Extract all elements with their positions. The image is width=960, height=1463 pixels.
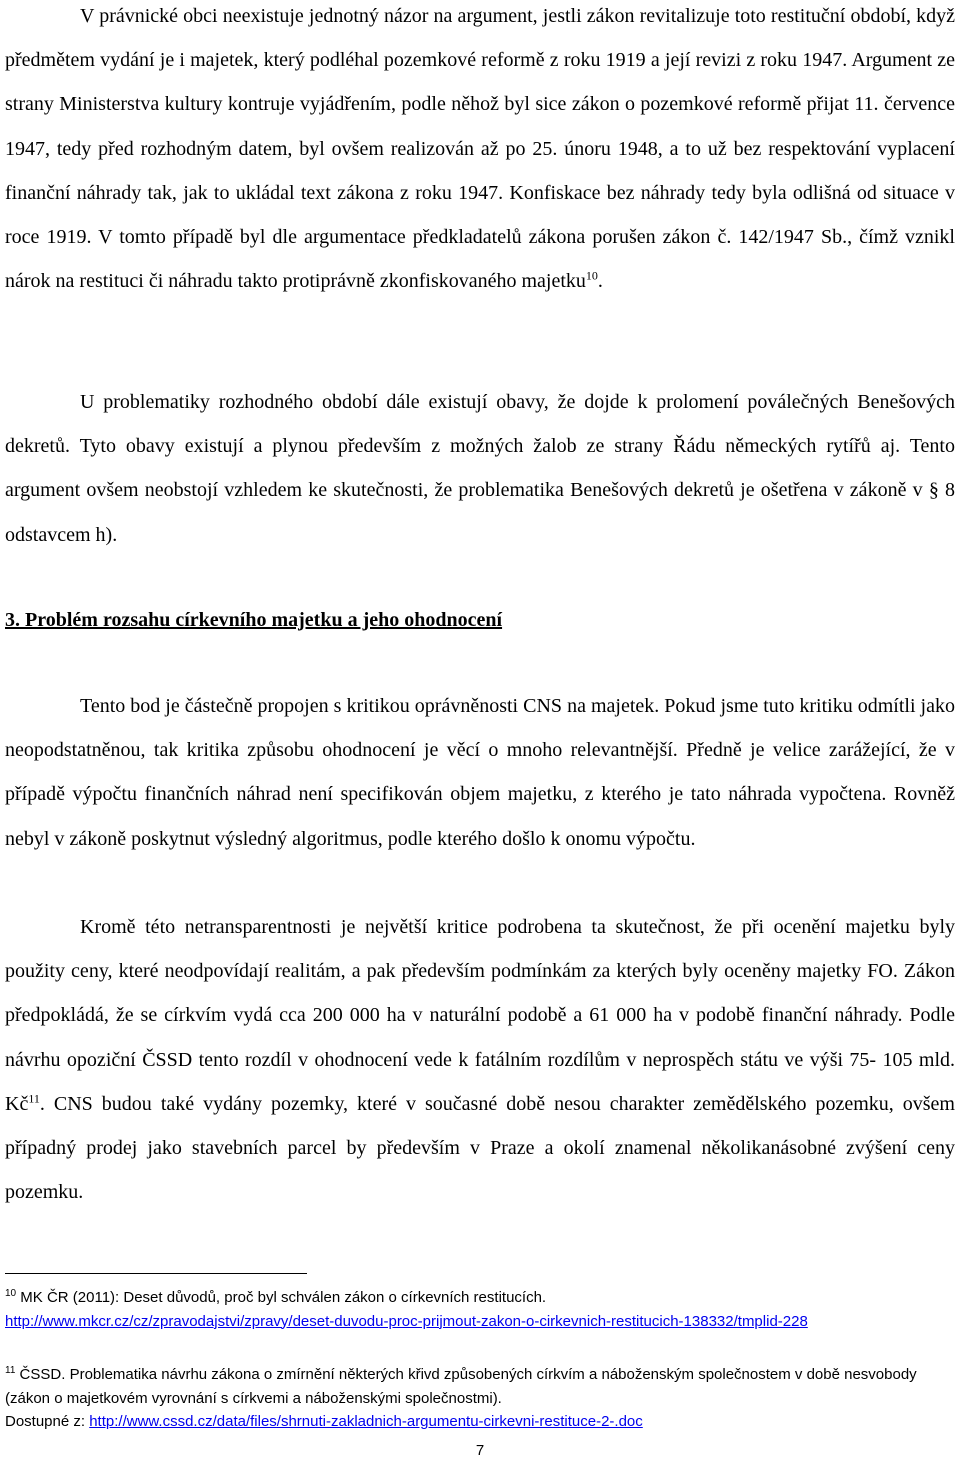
footnote-number: 10 (5, 1288, 17, 1299)
paragraph-text: V právnické obci neexistuje jednotný názor na argument, jestli zákon revitalizuje toto restituční období, když předmětem vydání je i majetek, který podléhal pozemkové reformě z roku 1919 a její revizi z roku 1947. Argument ze strany Ministerstva kultury kontruje vyjádřením, podle něhož byl sice zákon o pozemkové reformě přijat 11. července 1947, tedy před rozhodným datem, byl ovšem realizován až po 25. únoru 1948, a to už bez respektování vyplacení finanční náhrady tak, jak to ukládal text zákona z roku 1947. Konfiskace bez náhrady tedy byla odlišná od situace v roce 1919. V tomto případě byl dle argumentace předkladatelů zákona porušen zákon č. 142/1947 Sb., čímž vznikl nárok na restituci či náhradu takto protiprávně zkonfiskovaného majetku (5, 5, 955, 293)
page-number: 7 (475, 1442, 485, 1459)
section-heading: 3. Problém rozsahu církevního majetku a jeho ohodnocení (5, 609, 503, 631)
footnote-number: 11 (5, 1365, 16, 1376)
paragraph-benes-decrees: U problematiky rozhodného období dále existují obavy, že dojde k prolomení poválečných Benešových dekretů. Tyto obavy existují a plynou především z možných žalob ze strany Řádu německých rytířů aj. Tento argument ovšem neobstojí vzhledem ke skutečnosti, že problematika Benešových dekretů je ošetřena v zákoně v § 8 odstavcem h). (5, 391, 955, 546)
paragraph-pricing-critique (5, 905, 955, 1214)
footnote-10 (5, 1286, 950, 1333)
footnote-text: MK ČR (2011): Deset důvodů, proč byl schválen zákon o církevních restitucích. (16, 1289, 547, 1306)
footnote-11 (5, 1363, 950, 1434)
footnote-text: ČSSD. Problematika návrhu zákona o zmírnění některých křivd způsobených církvím a náboženským společnostem v době nesvobody (zákon o majetkovém vyrovnání s církvemi a náboženskými společnostmi). (5, 1366, 917, 1407)
footnote-link-mkcr[interactable]: http://www.mkcr.cz/cz/zpravodajstvi/zpravy/deset-duvodu-proc-prijmout-zakon-o-cirkevnich-restitucich-138332/tmplid-228 (5, 1312, 808, 1330)
paragraph-text-end: . CNS budou také vydány pozemky, které v současné době nesou charakter zemědělského pozemku, ovšem případný prodej jako stavebních parcel by především v Praze a okolí znamenal několikanásobné zvýšení ceny pozemku. (5, 1092, 955, 1204)
footnote-link-cssd[interactable]: http://www.cssd.cz/data/files/shrnuti-zakladnich-argumentu-cirkevni-restituce-2-.doc (89, 1413, 643, 1430)
paragraph-text: Kromě této netransparentnosti je největší kritice podrobena ta skutečnost, že při ocenění majetku byly použity ceny, které neodpovídají realitám, a pak především podmínkám za kterých byly oceněny majetky FO. Zákon předpokládá, že se církvím vydá cca 200 000 ha v naturální podobě a 61 000 ha v podobě finanční náhrady. Podle návrhu opoziční ČSSD tento rozdíl v ohodnocení vede k fatálním rozdílům v neprospěch státu ve výši 75- 105 mld. Kč (5, 916, 955, 1115)
footnote-separator (5, 1273, 307, 1274)
footnote-ref-11[interactable]: 11 (28, 1091, 40, 1106)
paragraph-text-end: . (597, 270, 603, 293)
footnote-available-label: Dostupné z: (5, 1413, 90, 1430)
paragraph-legal-opinion (5, 0, 955, 303)
paragraph-valuation-critique: Tento bod je částečně propojen s kritikou oprávněnosti CNS na majetek. Pokud jsme tuto kritiku odmítli jako neopodstatněnou, tak kritika způsobu ohodnocení je věcí o mnoho relevantnější. Předně je velice zarážející, že v případě výpočtu finančních náhrad není specifikován objem majetku, z kterého je tato náhrada vypočtena. Rovněž nebyl v zákoně poskytnut výsledný algoritmus, podle kterého došlo k onomu výpočtu. (5, 695, 955, 850)
footnote-ref-10[interactable]: 10 (585, 268, 598, 283)
